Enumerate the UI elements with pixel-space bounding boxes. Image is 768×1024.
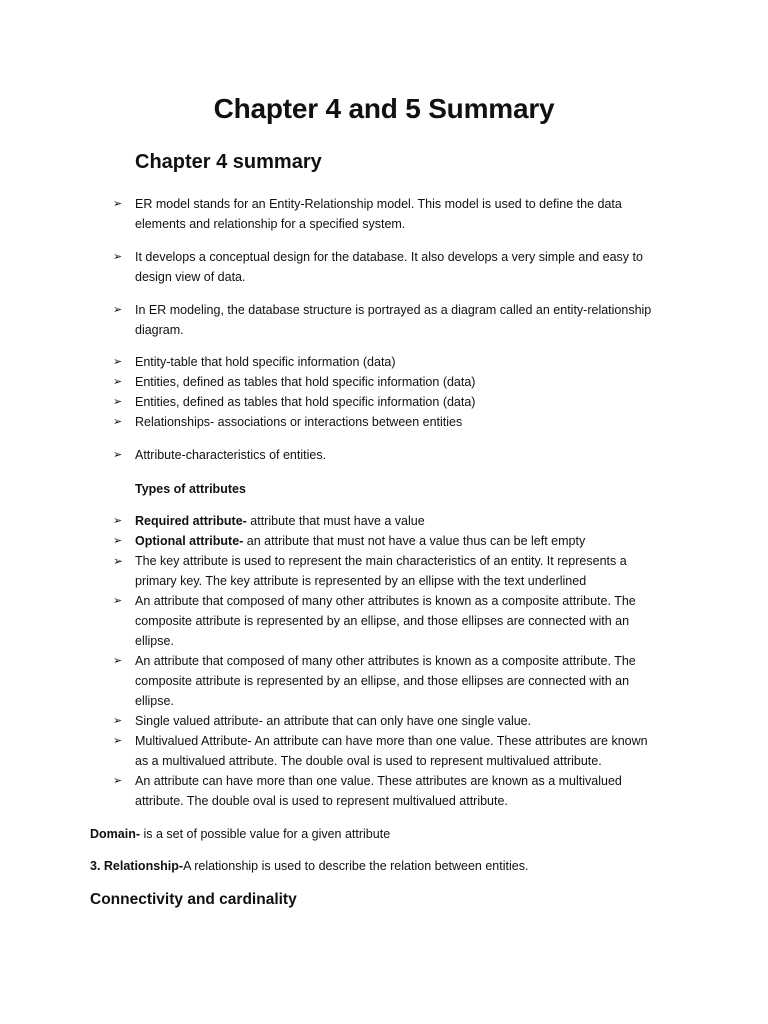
list-item [0, 194, 768, 214]
connectivity-heading: Connectivity and cardinality [90, 891, 297, 908]
list-item-text: Entity-table that hold specific information (data) [135, 355, 396, 369]
bullet-arrow-icon: ➢ [113, 735, 123, 747]
list-item-continuation [0, 751, 768, 771]
list-item-text: An attribute that composed of many other attributes is known as a composite attribute. The [135, 594, 636, 608]
list-item-text: Relationships- associations or interactions between entities [135, 415, 463, 429]
list-item [0, 445, 768, 465]
list-item-continuation [0, 691, 768, 711]
list-item [0, 372, 768, 392]
list-item-text: An attribute can have more than one value. These attributes are known as a multivalued [135, 774, 622, 788]
domain-paragraph [90, 824, 390, 844]
list-item-text: It develops a conceptual design for the database. It also develops a very simple and easy to [135, 250, 643, 264]
list-item-text: ellipse. [135, 634, 174, 648]
list-item [0, 651, 768, 671]
list-item-text: Multivalued Attribute- An attribute can have more than one value. These attributes are known [135, 734, 648, 748]
relationship-paragraph [90, 856, 528, 876]
list-item-text: ER model stands for an Entity-Relationship model. This model is used to define the data [135, 197, 622, 211]
list-item-text: In ER modeling, the database structure is portrayed as a diagram called an entity-relationship [135, 303, 652, 317]
bullet-arrow-icon: ➢ [113, 356, 123, 368]
list-item-text: diagram. [135, 323, 184, 337]
term-definition: is a set of possible value for a given attribute [140, 827, 391, 841]
chapter-4-heading: Chapter 4 summary [135, 151, 322, 173]
term-definition: attribute that must have a value [246, 514, 425, 528]
list-item-text [135, 511, 425, 531]
list-item [0, 247, 768, 267]
bullet-arrow-icon: ➢ [113, 198, 123, 210]
list-item-text: as a multivalued attribute. The double oval is used to represent multivalued attribute. [135, 754, 602, 768]
list-item-continuation [0, 320, 768, 340]
term-definition: an attribute that must not have a value thus can be left empty [243, 534, 586, 548]
list-item-text: elements and relationship for a specified system. [135, 217, 406, 231]
document-title: Chapter 4 and 5 Summary [213, 93, 555, 124]
list-item-text: Attribute-characteristics of entities. [135, 448, 327, 462]
list-item-continuation [0, 791, 768, 811]
list-item-continuation [0, 214, 768, 234]
list-item-text: Entities, defined as tables that hold specific information (data) [135, 395, 476, 409]
bullet-arrow-icon: ➢ [113, 396, 123, 408]
term-label: 3. Relationship- [90, 859, 184, 873]
list-item-text: design view of data. [135, 270, 246, 284]
types-of-attributes-heading: Types of attributes [135, 482, 246, 496]
list-item [0, 771, 768, 791]
bullet-arrow-icon: ➢ [113, 535, 123, 547]
list-item-text: primary key. The key attribute is represented by an ellipse with the text underlined [135, 574, 587, 588]
list-item-text: The key attribute is used to represent the main characteristics of an entity. It represents a [135, 554, 627, 568]
list-item [0, 412, 768, 432]
list-item-text: composite attribute is represented by an ellipse, and those ellipses are connected with an [135, 674, 630, 688]
bullet-arrow-icon: ➢ [113, 416, 123, 428]
list-item [0, 591, 768, 611]
list-item [0, 392, 768, 412]
list-item [0, 711, 768, 731]
list-item [0, 551, 768, 571]
bullet-arrow-icon: ➢ [113, 554, 124, 568]
list-item-text: An attribute that composed of many other attributes is known as a composite attribute. The [135, 654, 636, 668]
term-definition: A relationship is used to describe the relation between entities. [183, 859, 529, 873]
bullet-arrow-icon: ➢ [113, 376, 123, 388]
list-item-text: composite attribute is represented by an ellipse, and those ellipses are connected with an [135, 614, 630, 628]
list-item-text [135, 531, 585, 551]
list-item-text: ellipse. [135, 694, 174, 708]
bullet-arrow-icon: ➢ [113, 655, 123, 667]
list-item-continuation [0, 631, 768, 651]
term-label: Optional attribute- [135, 534, 244, 548]
bullet-arrow-icon: ➢ [113, 304, 123, 316]
bullet-arrow-icon: ➢ [113, 775, 123, 787]
list-item [0, 531, 768, 551]
list-item [0, 731, 768, 751]
list-item-continuation [0, 267, 768, 287]
list-item-continuation [0, 671, 768, 691]
bullet-arrow-icon: ➢ [113, 715, 123, 727]
list-item-text: Entities, defined as tables that hold specific information (data) [135, 375, 476, 389]
list-item-text: attribute. The double oval is used to represent multivalued attribute. [135, 794, 508, 808]
list-item [0, 352, 768, 372]
list-item [0, 300, 768, 320]
list-item-continuation [0, 611, 768, 631]
list-item-continuation [0, 571, 768, 591]
term-label: Domain- [90, 827, 140, 841]
bullet-arrow-icon: ➢ [113, 515, 123, 527]
bullet-arrow-icon: ➢ [113, 251, 123, 263]
bullet-arrow-icon: ➢ [113, 449, 123, 461]
bullet-arrow-icon: ➢ [113, 595, 123, 607]
term-label: Required attribute- [135, 514, 247, 528]
list-item-text: Single valued attribute- an attribute that can only have one single value. [135, 714, 532, 728]
list-item [0, 511, 768, 531]
